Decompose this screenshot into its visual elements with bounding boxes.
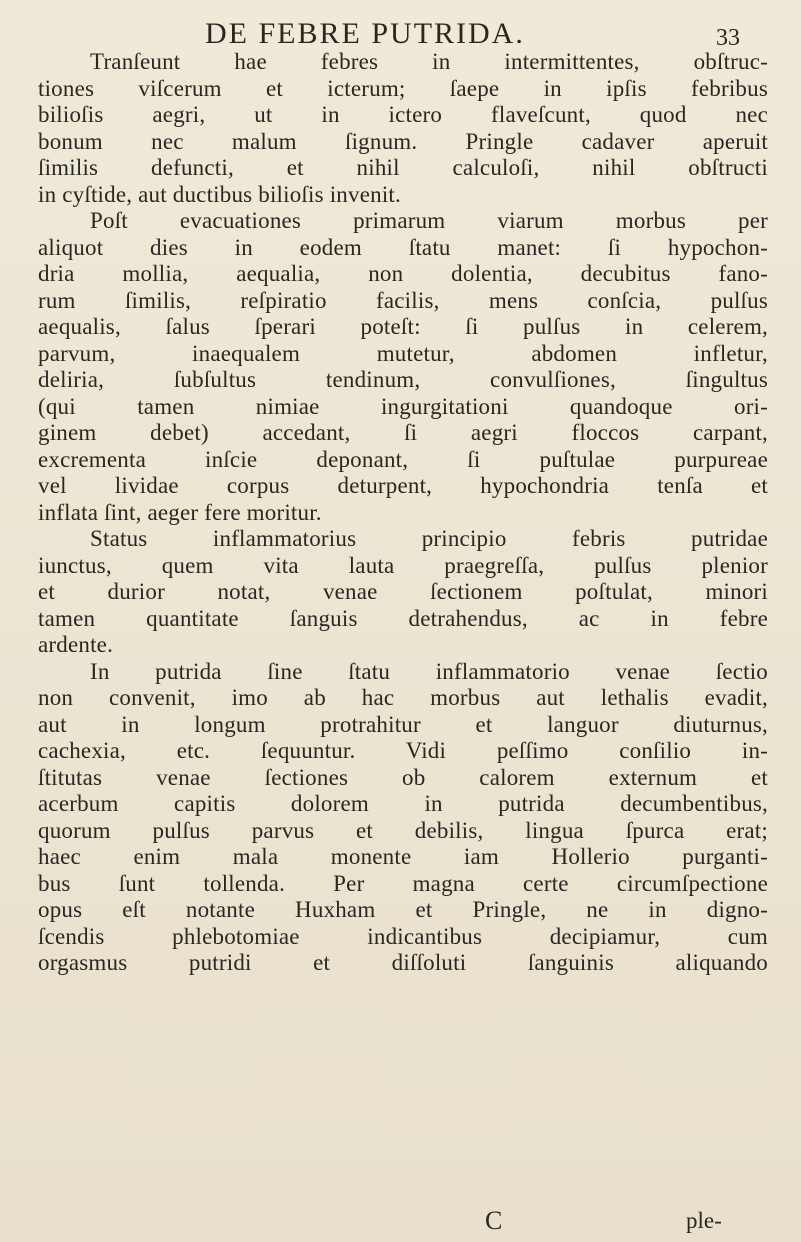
text-line: deliria, ſubſultus tendinum, convulſiones, ſingultus (38, 367, 768, 392)
signature-mark: C (485, 1206, 503, 1235)
text-line: ſtitutas venae ſectiones ob calorem externum et (38, 764, 768, 790)
text-line: opus eſt notante Huxham et Pringle, ne in digno- (38, 897, 768, 922)
text-line: et durior notat, venae ſectionem poſtulat, minori (38, 579, 768, 604)
text-line: aut in longum protrahitur et languor diuturnus, (38, 711, 768, 737)
text-line: aequalis, ſalus ſperari poteſt: ſi pulſus in celerem, (38, 314, 768, 339)
text-line: aliquot dies in eodem ſtatu manet: ſi hypochon- (38, 234, 768, 260)
text-line: Status inflammatorius principio febris putridae (90, 526, 768, 551)
text-line: in cyſtide, aut ductibus bilioſis invenit. (38, 181, 401, 207)
text-line: bonum nec malum ſignum. Pringle cadaver aperuit (38, 128, 768, 154)
text-line: inflata ſint, aeger fere moritur. (38, 499, 322, 525)
catchword: ple- (686, 1208, 722, 1233)
page-header (0, 14, 801, 54)
text-line: excrementa inſcie deponant, ſi puſtulae purpureae (38, 446, 768, 472)
text-line: Tranſeunt hae febres in intermittentes, obſtruc- (90, 49, 768, 74)
page-footer (0, 1206, 801, 1242)
text-line: In putrida ſine ſtatu inflammatorio venae ſectio (90, 658, 768, 684)
body-text (38, 49, 768, 977)
text-line: iunctus, quem vita lauta praegreſſa, pulſus plenior (38, 552, 768, 578)
text-line: haec enim mala monente iam Hollerio purganti- (38, 844, 768, 869)
text-line: dria mollia, aequalia, non dolentia, decubitus fano- (38, 261, 768, 286)
text-line: Poſt evacuationes primarum viarum morbus per (90, 208, 768, 233)
text-line: ſcendis phlebotomiae indicantibus decipiamur, cum (38, 923, 768, 949)
text-line: non convenit, imo ab hac morbus aut lethalis evadit, (38, 685, 768, 710)
text-line: ginem debet) accedant, ſi aegri floccos carpant, (38, 420, 768, 445)
text-line: ardente. (38, 632, 114, 657)
text-line: rum ſimilis, reſpiratio facilis, mens conſcia, pulſus (38, 287, 768, 313)
text-line: bus ſunt tollenda. Per magna certe circumſpectione (38, 870, 768, 896)
text-line: (qui tamen nimiae ingurgitationi quandoque ori- (38, 393, 768, 419)
text-line: acerbum capitis dolorem in putrida decumbentibus, (38, 791, 768, 816)
text-line: vel lividae corpus deturpent, hypochondria tenſa et (38, 473, 768, 498)
text-line: ſimilis defuncti, et nihil calculoſi, nihil obſtructi (38, 155, 768, 180)
running-head: DE FEBRE PUTRIDA. (205, 17, 525, 50)
text-line: cachexia, etc. ſequuntur. Vidi peſſimo conſilio in- (38, 738, 768, 763)
text-line: parvum, inaequalem mutetur, abdomen infletur, (38, 340, 768, 366)
text-line: tamen quantitate ſanguis detrahendus, ac in febre (38, 605, 768, 631)
text-line: orgasmus putridi et diſſoluti ſanguinis aliquando (38, 950, 768, 975)
text-line: tiones viſcerum et icterum; ſaepe in ipſis febribus (38, 75, 768, 101)
text-line: bilioſis aegri, ut in ictero flaveſcunt, quod nec (38, 102, 768, 127)
text-line: quorum pulſus parvus et debilis, lingua ſpurca erat; (38, 817, 768, 843)
page-number: 33 (716, 25, 740, 51)
